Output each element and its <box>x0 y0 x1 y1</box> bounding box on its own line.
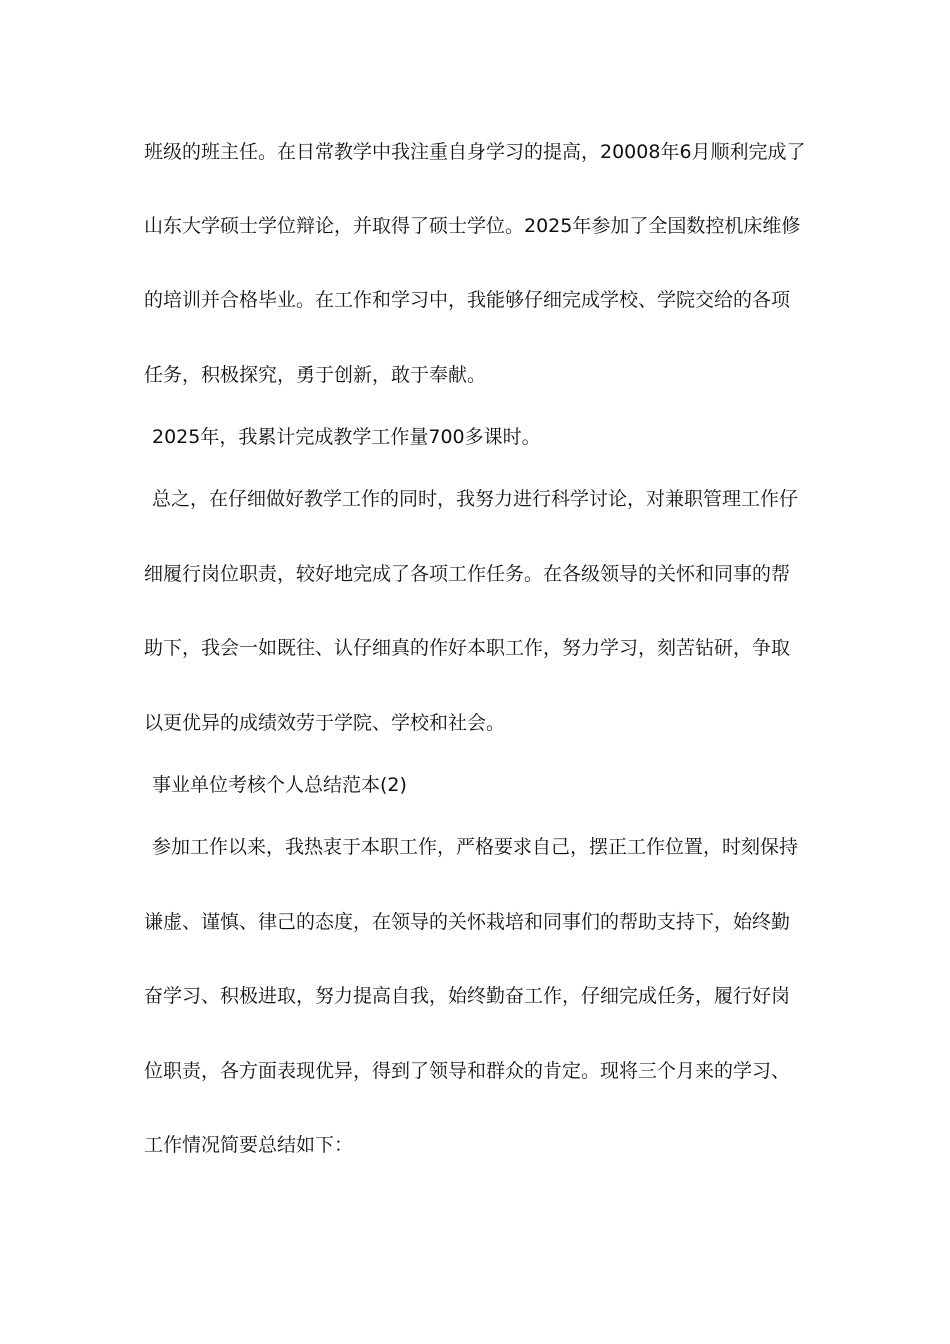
paragraph-line: 谦虚、谨慎、律己的态度，在领导的关怀栽培和同事们的帮助支持下，始终勤 <box>144 911 791 933</box>
paragraph-line: 细履行岗位职责，较好地完成了各项工作任务。在各级领导的关怀和同事的帮 <box>144 563 791 585</box>
paragraph-line: 助下，我会一如既往、认仔细真的作好本职工作，努力学习，刻苦钻研，争取 <box>144 637 791 659</box>
paragraph-line: 奋学习、积极进取，努力提高自我，始终勤奋工作，仔细完成任务，履行好岗 <box>144 985 791 1007</box>
paragraph-line: 以更优异的成绩效劳于学院、学校和社会。 <box>144 712 506 734</box>
paragraph-line: 2025年，我累计完成教学工作量700多课时。 <box>152 426 541 448</box>
paragraph-line: 任务，积极探究，勇于创新，敢于奉献。 <box>144 364 487 386</box>
paragraph-line: 参加工作以来，我热衷于本职工作，严格要求自己，摆正工作位置，时刻保持 <box>152 836 799 858</box>
paragraph-line: 班级的班主任。在日常教学中我注重自身学习的提高，20008年6月顺利完成了 <box>144 141 806 163</box>
paragraph-line: 的培训并合格毕业。在工作和学习中，我能够仔细完成学校、学院交给的各项 <box>144 289 791 311</box>
section-heading: 事业单位考核个人总结范本(2) <box>152 774 407 796</box>
paragraph-line: 位职责，各方面表现优异，得到了领导和群众的肯定。现将三个月来的学习、 <box>144 1060 791 1082</box>
paragraph-line: 总之，在仔细做好教学工作的同时，我努力进行科学讨论，对兼职管理工作仔 <box>152 488 799 510</box>
paragraph-line: 山东大学硕士学位辩论，并取得了硕士学位。2025年参加了全国数控机床维修 <box>144 215 801 237</box>
paragraph-line: 工作情况简要总结如下： <box>144 1134 354 1156</box>
